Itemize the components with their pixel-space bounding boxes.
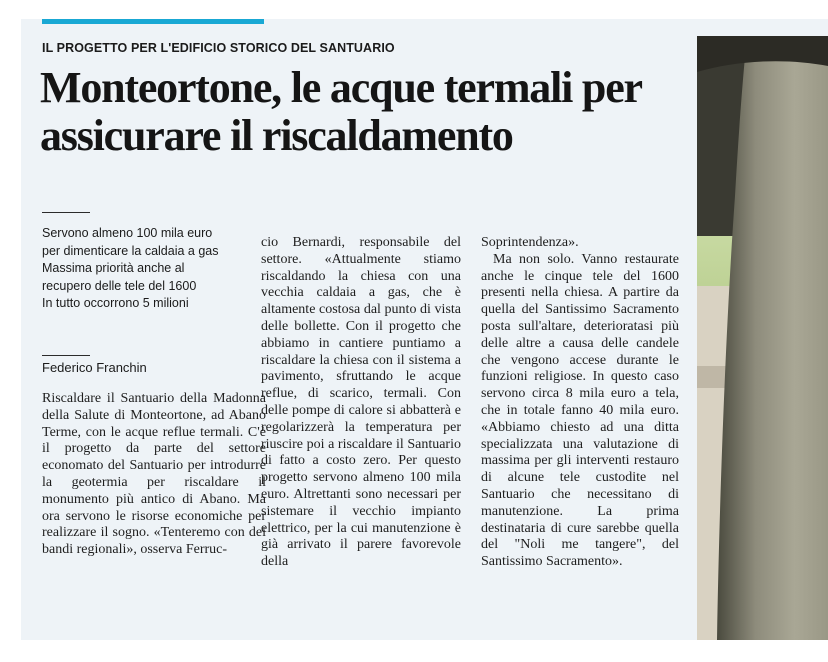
paragraph: Ma non solo. Vanno restaurate anche le cinque tele del 1600 presenti nella chiesa. A partire da quella del Santissimo Sacramento posta sull'altare, deterioratasi più delle altre a causa delle candele che vengono accese durante le funzioni religiose. In questo caso servono circa 8 mila euro a tela, che in totale fanno 40 mila euro. «Abbiamo chiesto ad una ditta specializzata una valutazione di massima per gli interventi restauro di alcune tele custodite nel Santuario che necessitano di manutenzione. La prima destinataria di cure sarebbe quella del "Noli me tangere", del Santissimo Sacramento».: [481, 251, 679, 570]
accent-bar: [42, 19, 264, 24]
summary-rule: [42, 212, 90, 213]
summary-line: Servono almeno 100 mila euro: [42, 226, 213, 240]
summary-box: [42, 225, 268, 313]
body-column-2: [261, 235, 461, 571]
byline: Federico Franchin: [42, 360, 147, 375]
paragraph: cio Bernardi, responsabile del settore. «Attualmente stiamo riscaldando la chiesa con una vecchia caldaia a gas, che è altamente costosa dal punto di vista delle bollette. Con il progetto che abbiamo in cantiere puntiamo a riscaldare la chiesa con il sistema a pavimento, sfruttando le acque reflue, di scarico, termali. Con delle pompe di calore si abbatterà e regolarizzerà la temperatura per riuscire poi a riscaldare il Santuario di fatto a costo zero. Per questo progetto servono almeno 100 mila euro. Altrettanti sono necessari per sistemare il vecchio impianto elettrico, per la cui manutenzione è già arrivato il parere favorevole della: [261, 235, 461, 570]
column-photo: [697, 36, 828, 640]
paragraph: Soprintendenza».: [481, 235, 579, 250]
newspaper-page: [21, 19, 828, 640]
byline-rule: [42, 355, 90, 356]
headline: Monteortone, le acque termali per assicurare il riscaldamento: [40, 63, 642, 160]
kicker: IL PROGETTO PER L'EDIFICIO STORICO DEL SANTUARIO: [42, 41, 395, 55]
summary-line: recupero delle tele del 1600: [42, 278, 197, 293]
body-column-3: [481, 235, 679, 571]
body-column-1: [42, 391, 266, 559]
summary-line: per dimenticare la caldaia a gas: [42, 243, 219, 258]
summary-line: In tutto occorrono 5 milioni: [42, 296, 189, 310]
paragraph: Riscaldare il Santuario della Madonna della Salute di Monteortone, ad Abano Terme, con le acque reflue termali. C'è il progetto da parte del settore economato del Santuario per introdurre la geotermia per riscaldare il monumento più antico di Abano. Ma ora servono le risorse economiche per realizzare il sogno. «Tenteremo con dei bandi regionali», osserva Ferruc-: [42, 391, 266, 558]
summary-line: Massima priorità anche al: [42, 261, 185, 275]
